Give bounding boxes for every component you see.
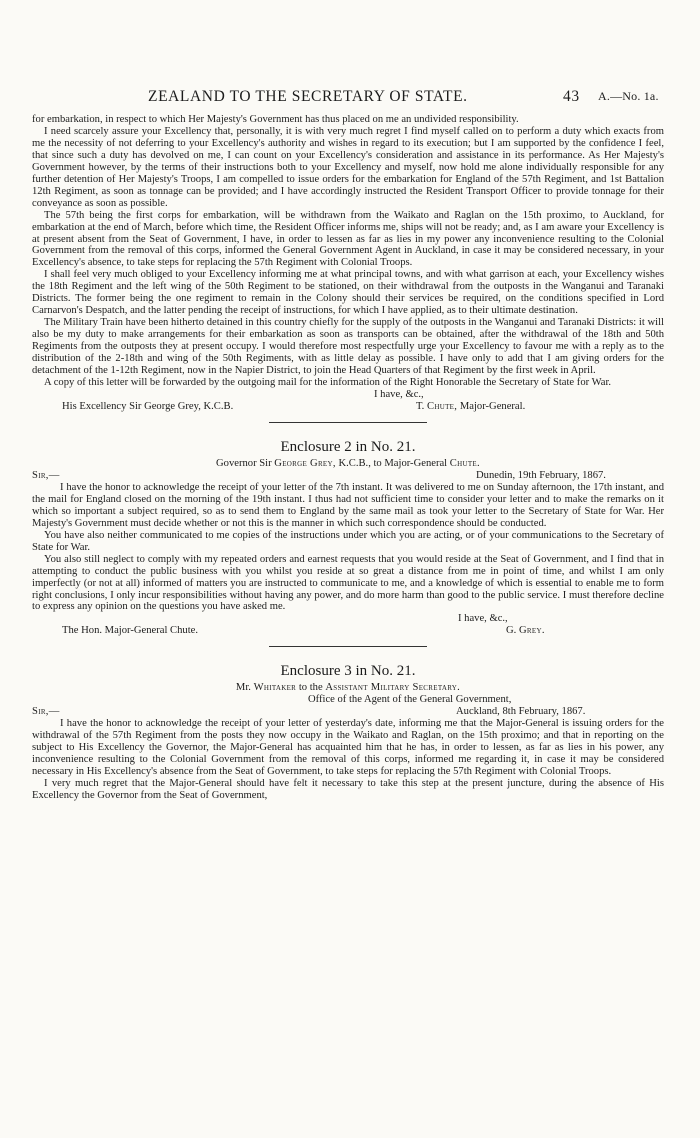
salutation-date-line bbox=[32, 470, 664, 482]
page-number: 43 bbox=[563, 88, 580, 105]
paragraph: You have also neither communicated to me copies of the instructions under which you are acting, or of your communications to the Secretary of State for War. bbox=[32, 529, 664, 553]
paragraph: I have the honor to acknowledge the receipt of your letter of the 7th instant. It was delivered to me on Sunday afternoon, the 17th instant, and the mail for England closed on the morning of the 19th instant. I thus had not sufficient time to consider your letter and to make the remarks on it which so important a subject required, so as to send them to England by the same mail as took your letter to the Secretary of State for War. Her Majesty's Government must decide whether or not this is the manner in which such correspondence should be conducted. bbox=[32, 481, 664, 529]
signature-name: Chute, bbox=[427, 400, 458, 412]
letter-date: Auckland, 8th February, 1867. bbox=[456, 706, 586, 718]
paragraph: The Military Train have been hitherto detained in this country chiefly for the supply of the outposts in the Wanganui and Taranaki Districts: it will also be my duty to make arrangements for their embarkation as soon as transports can be obtained, after the withdrawal of the 18th and 50th Regiments from the outposts they at present occupy. I would therefore most respectfully urge your Excellency to favour me with a reply as to the distribution of the 2-18th and wing of the 50th Regiments, with as little delay as possible. I have only to add that I am giving orders for the detachment of the 1-12th Regiment, now in the Napier District, to join the Head Quarters of that Regiment by the first week in April. bbox=[32, 317, 664, 377]
running-title: ZEALAND TO THE SECRETARY OF STATE. bbox=[148, 88, 468, 105]
salutation: Sir,— bbox=[32, 469, 60, 481]
to-name: Assistant Military Secretary. bbox=[325, 682, 461, 694]
signature-line bbox=[32, 625, 664, 637]
document-body bbox=[32, 114, 664, 802]
paragraph: I need scarcely assure your Excellency that, personally, it is with very much regret I find myself called on to perform a duty which exacts from me the necessity of not deferring to your Excellency's authority and wishes in regard to its execution; but I am supported by the confidence I feel, that since such a duty has devolved on me, I can count on your Excellency's consideration and assistance in its performance. As Her Majesty's Government however, by the terms of their instructions both to your Excellency and myself, now hold me alone individually responsible for any further detention of Her Majesty's Troops, I am compelled to issue orders for the embarkation for England of the 57th Regiment, and 1st Battalion 12th Regiment, as soon as tonnage can be provided; and I have accordingly instructed the Resident Transport Officer to provide tonnage for their conveyance as soon as possible. bbox=[32, 125, 664, 209]
from-prefix: Mr. bbox=[235, 682, 251, 694]
signature-line bbox=[32, 401, 664, 413]
closing-line bbox=[32, 389, 664, 401]
from-prefix: Governor Sir bbox=[216, 457, 272, 469]
section-divider bbox=[269, 646, 427, 647]
paragraph: The 57th being the first corps for embarkation, will be withdrawn from the Waikato and Raglan on the 15th proximo, to Auckland, for embarkation at the end of March, before which time, the Resident Officer informs me, ships will not be ready; and, as I am aware your Excellency is at present absent from the Seat of Government, I have, in order to lessen as far as lies in my power any inconvenience resulting to the Colonial Government from the removal of this corps, informed the General Government Agent in Auckland, in case it may be considered necessary, in your Excellency's absence, to take steps for replacing the 57th Regiment with Colonial Troops. bbox=[32, 209, 664, 269]
paragraph: You also still neglect to comply with my repeated orders and earnest requests that you would reside at the Seat of Government, and I find that in attempting to conduct the public business with you whilst you reside at so great a distance from me in point of time, and whilst I am only imperfectly (or not at all) informed of matters you are instructed to communicate to me, and a knowledge of which is essential to enable me to form right conclusions, I only incur responsibilities without having any power, and do more harm than good to the public service. I must therefore decline to express any opinion on the questions you have asked me. bbox=[32, 553, 664, 613]
enclosure-subtitle bbox=[32, 681, 664, 694]
signature bbox=[416, 401, 525, 413]
from-name: Whitaker bbox=[253, 682, 297, 694]
closing: I have, &c., bbox=[458, 613, 508, 625]
paragraph: A copy of this letter will be forwarded by the outgoing mail for the information of the Right Honorable the Secretary of State for War. bbox=[44, 376, 612, 388]
signature-name: Grey. bbox=[518, 625, 545, 637]
signature-initial: T. bbox=[416, 400, 425, 412]
from-mid: K.C.B., to Major-General bbox=[338, 457, 448, 469]
enclosure-3 bbox=[32, 661, 664, 802]
enclosure-subtitle bbox=[32, 457, 664, 470]
enclosure-2 bbox=[32, 437, 664, 647]
addressee: His Excellency Sir George Grey, K.C.B. bbox=[62, 400, 234, 412]
signature-initial: G. bbox=[506, 625, 517, 637]
salutation-date-line bbox=[32, 706, 664, 718]
section-divider bbox=[269, 422, 427, 423]
letter-date: Dunedin, 19th February, 1867. bbox=[476, 469, 606, 481]
paragraph: I shall feel very much obliged to your Excellency informing me at what principal towns, and with what garrison at each, your Excellency wishes the 18th Regiment and the left wing of the 50th Regiment to be stationed, on their withdrawal from the outposts in the Wanganui and Taranaki Districts. The former being the one regiment to remain in the Colony should their services be required, on the conditions specified in Lord Carnarvon's Despatch, and the latter pending the receipt of instructions, for which I have applied, as to their ultimate destination. bbox=[32, 269, 664, 317]
to-name: Chute. bbox=[449, 457, 480, 469]
letter-chute-to-grey bbox=[32, 114, 664, 423]
closing: I have, &c., bbox=[374, 388, 424, 400]
office-line bbox=[32, 694, 664, 706]
paragraph: I very much regret that the Major-General should have felt it necessary to take this step at the present juncture, during the absence of His Excellency the Governor from the Seat of Government, bbox=[32, 778, 664, 802]
from-name: George Grey, bbox=[274, 457, 336, 469]
addressee: The Hon. Major-General Chute. bbox=[62, 625, 198, 637]
office: Office of the Agent of the General Government, bbox=[308, 694, 512, 706]
salutation: Sir,— bbox=[32, 706, 60, 718]
signature-rank: Major-General. bbox=[459, 400, 526, 412]
from-mid: to the bbox=[298, 682, 323, 694]
signature bbox=[506, 625, 545, 637]
paragraph: for embarkation, in respect to which Her Majesty's Government has thus placed on me an undivided responsibility. bbox=[32, 114, 519, 125]
series-number: A.—No. 1a. bbox=[598, 89, 659, 103]
enclosure-title: Enclosure 3 in No. 21. bbox=[280, 663, 416, 680]
paragraph: I have the honor to acknowledge the receipt of your letter of yesterday's date, informing me that the Major-General is issuing orders for the withdrawal of the 57th Regiment from the posts they now occupy in the Waikato and Raglan, on the 15th proximo; and that in reporting on the subject to His Excellency the Governor, the Major-General has acquainted him that he has, in order to lessen, as far as lies in his power, any inconvenience resulting to the Colonial Government from the removal of this corps, informed me regarding it, in case it may be considered necessary in His Excellency's absence from the Seat of Government, to take steps for replacing the 57th Regiment with Colonial Troops. bbox=[32, 718, 664, 778]
page-header bbox=[0, 88, 700, 108]
enclosure-title: Enclosure 2 in No. 21. bbox=[280, 438, 416, 455]
closing-line bbox=[32, 613, 664, 625]
